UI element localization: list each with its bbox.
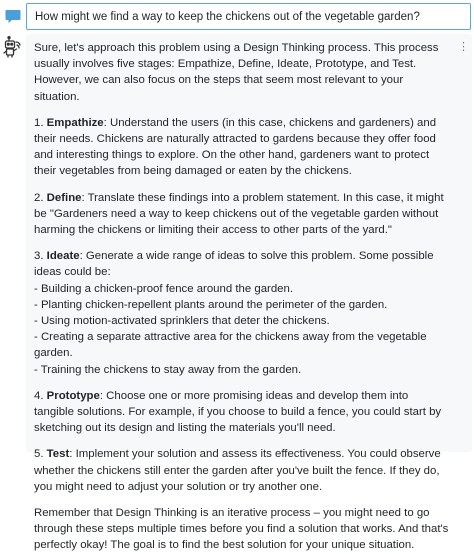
- step-text: : Choose one or more promising ideas and develop them into tangible solutions. For example, if you choose to build a fence, you could start by sketching out its design and listing the materials you'll need.: [34, 389, 442, 435]
- step-number: 5.: [34, 448, 44, 461]
- step-title: Empathize: [46, 116, 104, 129]
- more-vertical-icon[interactable]: ⋮: [458, 41, 469, 53]
- intro-paragraph: Sure, let's approach this problem using a Design Thinking process. This process usually involves five stages: Empathize, Define, Ideate, Prototype, and Test. However, we can also focus on the steps that seem most relevant to your situation.: [34, 42, 439, 103]
- response-card: [26, 34, 472, 552]
- step-number: 2.: [34, 191, 44, 204]
- ideas-list: [34, 281, 450, 378]
- closing-paragraph: Remember that Design Thinking is an iterative process – you might need to go through these steps multiple times before you find a solution that works. And that's perfectly okay! The goal is to find the best solution for your unique situation.: [34, 507, 449, 552]
- assistant-message-row: [0, 34, 474, 552]
- step-text: : Understand the users (in this case, chickens and gardeners) and their needs. Chickens are naturally attracted to gardens because they offer food and interesting things to explore. On the other hand, gardeners want to protect their vegetables from being damaged or eaten by the chickens.: [34, 116, 437, 178]
- step-number: 4.: [34, 389, 44, 402]
- list-item: - Creating a separate attractive area for the chickens away from the vegetable garden.: [34, 331, 427, 360]
- step-test: [34, 446, 450, 495]
- user-chat-icon: [5, 9, 21, 24]
- step-text: : Translate these findings into a problem statement. In this case, it might be "Gardeners need a way to keep chickens out of the vegetable garden without harming the chickens or limiting their access to other parts of the yard.": [34, 191, 444, 237]
- step-ideate: [34, 248, 450, 378]
- step-prototype: [34, 388, 450, 437]
- user-message-row: [0, 0, 474, 33]
- list-item: - Building a chicken-proof fence around the garden.: [34, 282, 293, 295]
- step-title: Test: [46, 448, 70, 461]
- list-item: - Using motion-activated sprinklers that deter the chickens.: [34, 315, 330, 328]
- step-text: : Generate a wide range of ideas to solve this problem. Some possible ideas could be:: [34, 250, 434, 279]
- step-title: Define: [46, 191, 82, 204]
- list-item: - Planting chicken-repellent plants around the perimeter of the garden.: [34, 298, 388, 311]
- step-number: 1.: [34, 116, 44, 129]
- step-text: : Implement your solution and assess its effectiveness. You could observe whether the chickens still enter the garden after you've built the fence. If they do, you might need to adjust your solution or try another one.: [34, 448, 441, 493]
- step-title: Prototype: [46, 389, 100, 402]
- step-empathize: [34, 115, 450, 180]
- list-item: - Training the chickens to stay away from the garden.: [34, 363, 302, 376]
- robot-avatar-icon: [3, 36, 25, 58]
- step-title: Ideate: [46, 250, 80, 263]
- step-number: 3.: [34, 250, 44, 263]
- step-define: [34, 190, 450, 239]
- prompt-input[interactable]: How might we find a way to keep the chickens out of the vegetable garden?: [26, 3, 471, 30]
